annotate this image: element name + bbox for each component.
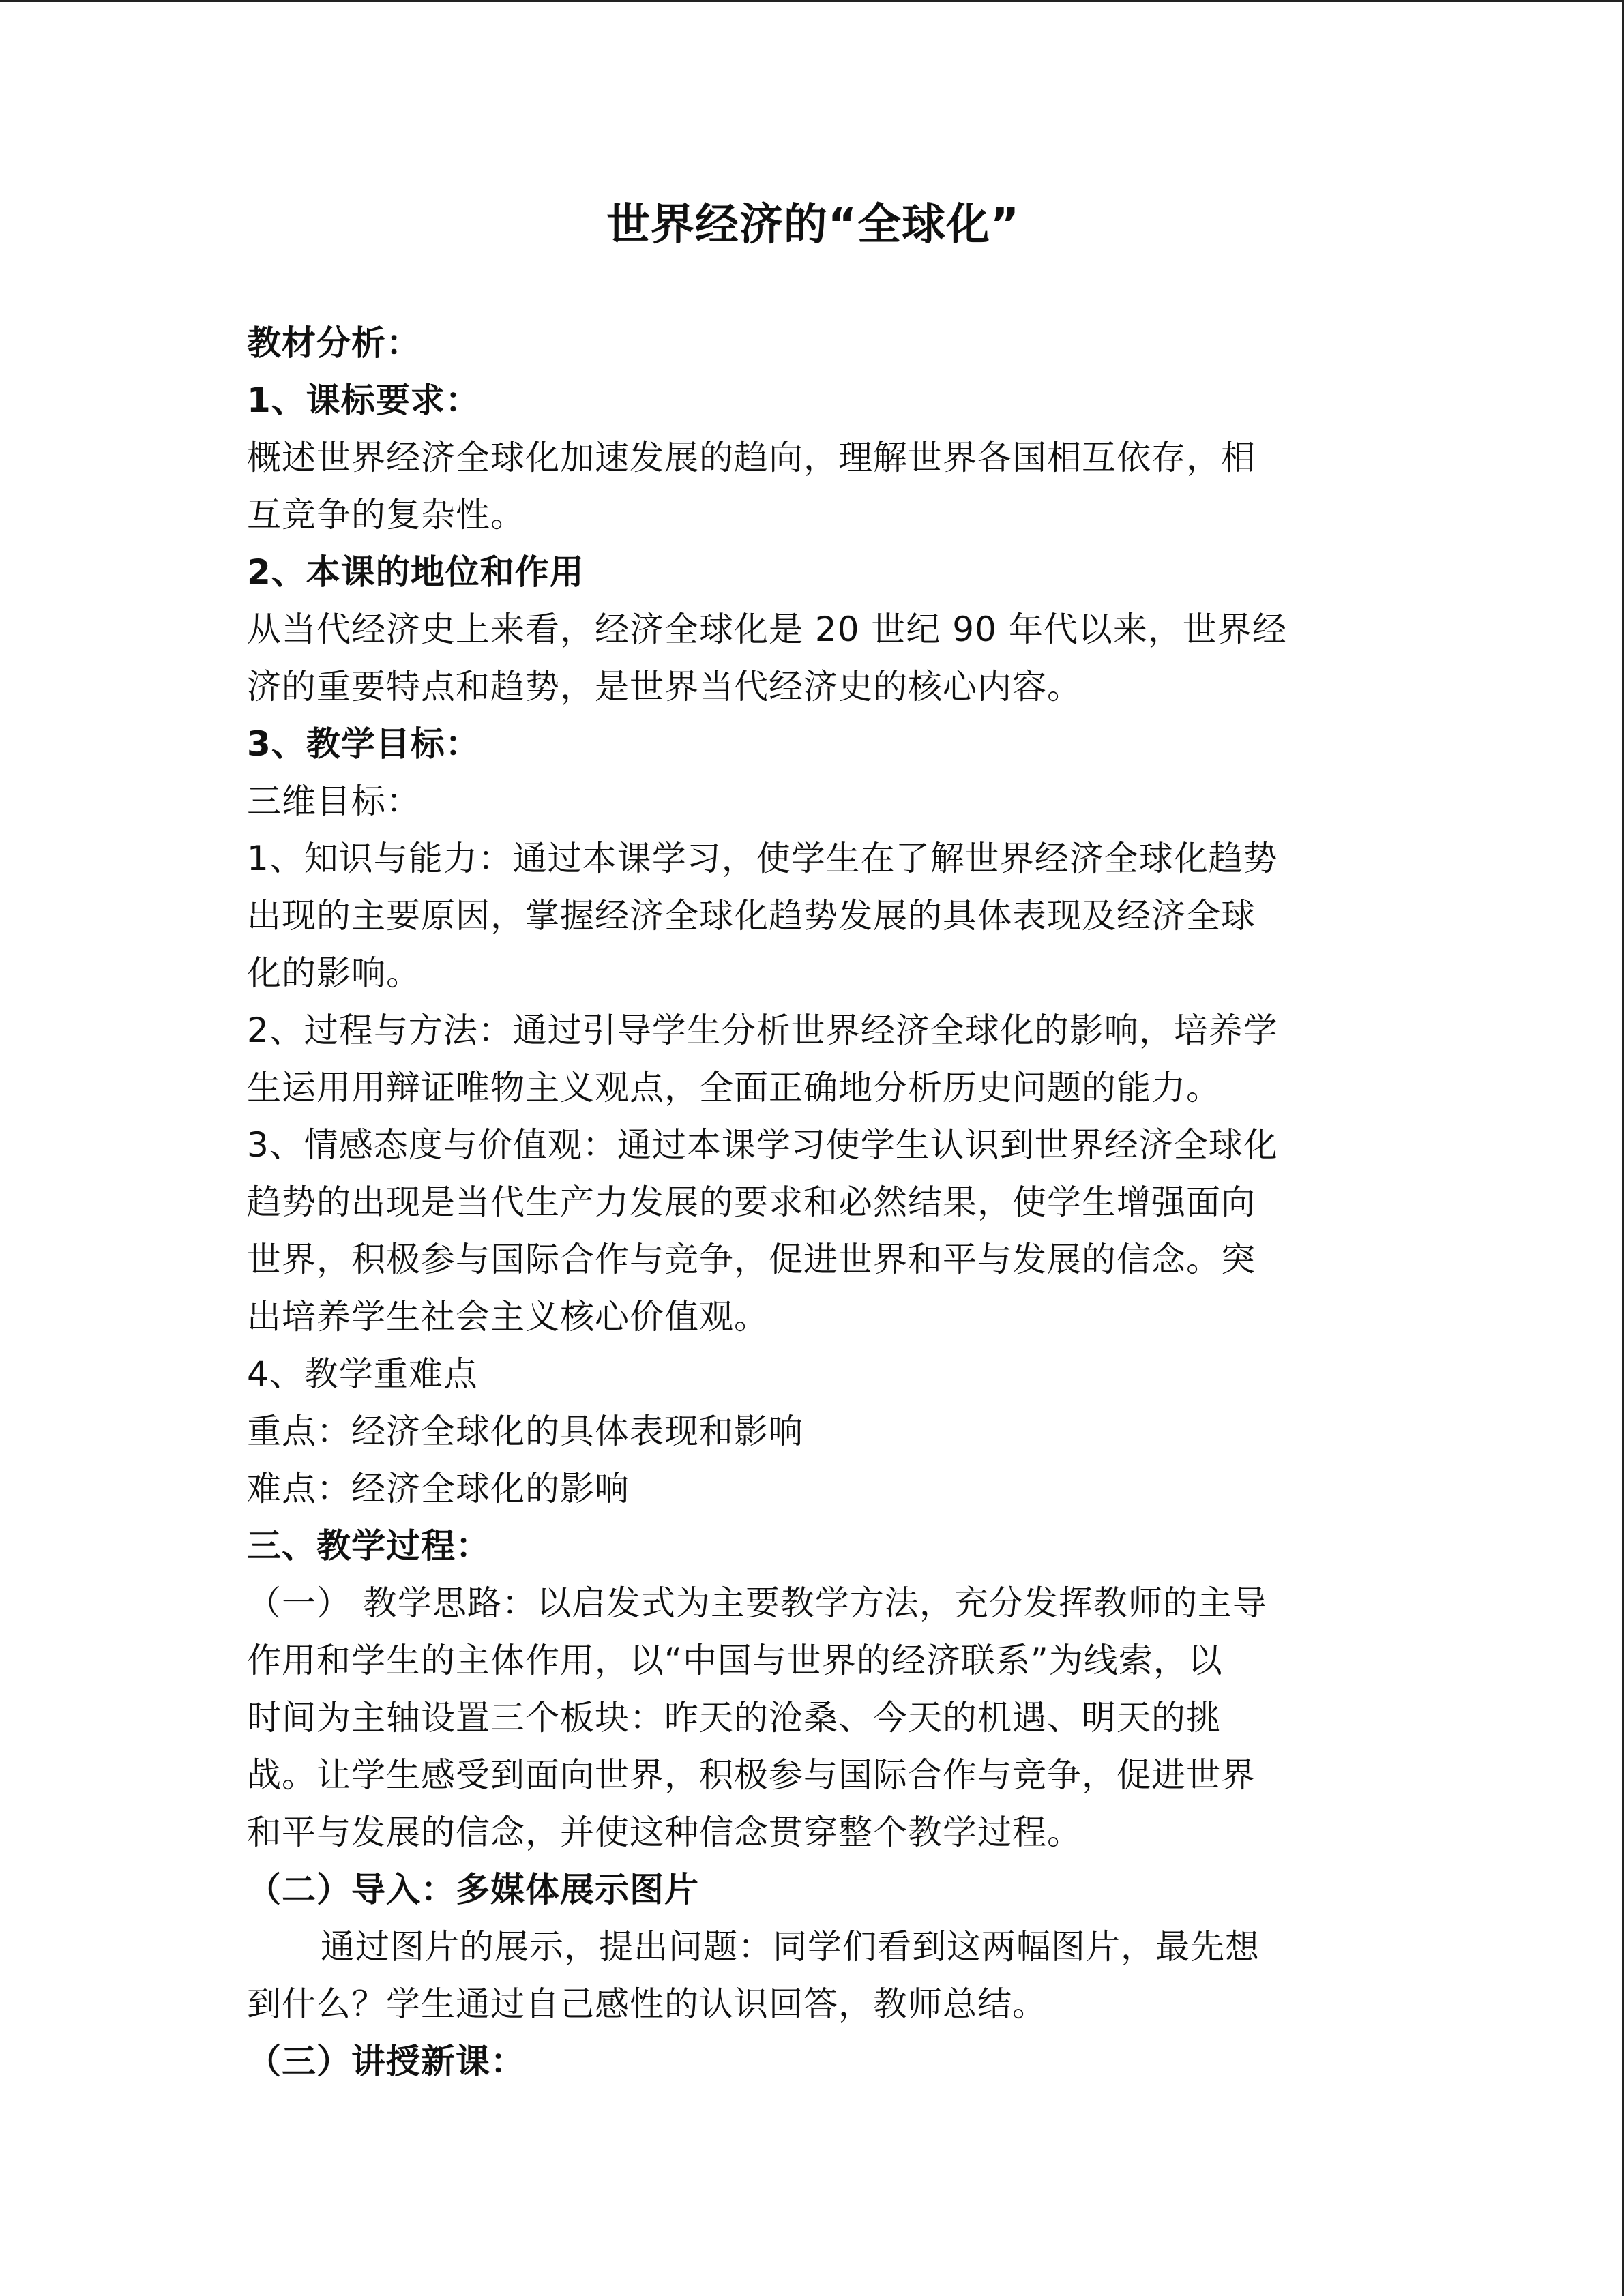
body-text-line: 概述世界经济全球化加速发展的趋向，理解世界各国相互依存，相 [247, 438, 1256, 477]
body-text-line: 3、情感态度与价值观：通过本课学习使学生认识到世界经济全球化 [247, 1125, 1278, 1165]
body-text-line: 1、知识与能力：通过本课学习，使学生在了解世界经济全球化趋势 [247, 839, 1278, 878]
section-heading: 1、课标要求： [247, 381, 480, 420]
body-text-line: 战。让学生感受到面向世界，积极参与国际合作与竞争，促进世界 [247, 1755, 1256, 1795]
body-text-line: 三维目标： [247, 781, 421, 821]
body-text-line: 和平与发展的信念，并使这种信念贯穿整个教学过程。 [247, 1813, 1082, 1852]
body-text-line: 重点：经济全球化的具体表现和影响 [247, 1412, 803, 1451]
body-text-line: 通过图片的展示，提出问题：同学们看到这两幅图片，最先想 [321, 1927, 1260, 1967]
body-text-line: 到什么？学生通过自己感性的认识回答，教师总结。 [247, 1984, 1047, 2024]
body-text-line: 济的重要特点和趋势，是世界当代经济史的核心内容。 [247, 667, 1082, 706]
body-text-line: 4、教学重难点 [247, 1354, 478, 1394]
document-body [247, 314, 1379, 2090]
body-text-line: 趋势的出现是当代生产力发展的要求和必然结果，使学生增强面向 [247, 1182, 1256, 1222]
body-text-line: 从当代经济史上来看，经济全球化是 20 世纪 90 年代以来，世界经 [247, 610, 1287, 649]
body-text-line: 世界，积极参与国际合作与竞争，促进世界和平与发展的信念。突 [247, 1240, 1256, 1279]
body-text-line: （一） 教学思路：以启发式为主要教学方法，充分发挥教师的主导 [247, 1583, 1267, 1623]
body-text-line: 作用和学生的主体作用，以“中国与世界的经济联系”为线索，以 [247, 1641, 1223, 1680]
section-heading: 2、本课的地位和作用 [247, 552, 585, 592]
section-heading: 3、教学目标： [247, 724, 480, 764]
body-text-line: 出现的主要原因，掌握经济全球化趋势发展的具体表现及经济全球 [247, 896, 1256, 936]
document-title: 世界经济的“全球化” [606, 200, 1020, 250]
section-heading: （二）导入：多媒体展示图片 [247, 1870, 699, 1909]
body-text-line: 难点：经济全球化的影响 [247, 1469, 630, 1508]
body-text-line: 2、过程与方法：通过引导学生分析世界经济全球化的影响，培养学 [247, 1011, 1278, 1050]
body-text-line: 时间为主轴设置三个板块：昨天的沧桑、今天的机遇、明天的挑 [247, 1698, 1221, 1738]
body-text-line: 化的影响。 [247, 953, 421, 993]
body-text-line: 互竞争的复杂性。 [247, 495, 525, 535]
section-heading: 三、教学过程： [247, 1526, 490, 1566]
page-border-top [0, 0, 1624, 2]
section-heading: （三）讲授新课： [247, 2042, 525, 2081]
section-heading: 教材分析： [247, 323, 421, 363]
body-text-line: 生运用用辩证唯物主义观点，全面正确地分析历史问题的能力。 [247, 1068, 1221, 1107]
body-text-line: 出培养学生社会主义核心价值观。 [247, 1297, 769, 1337]
